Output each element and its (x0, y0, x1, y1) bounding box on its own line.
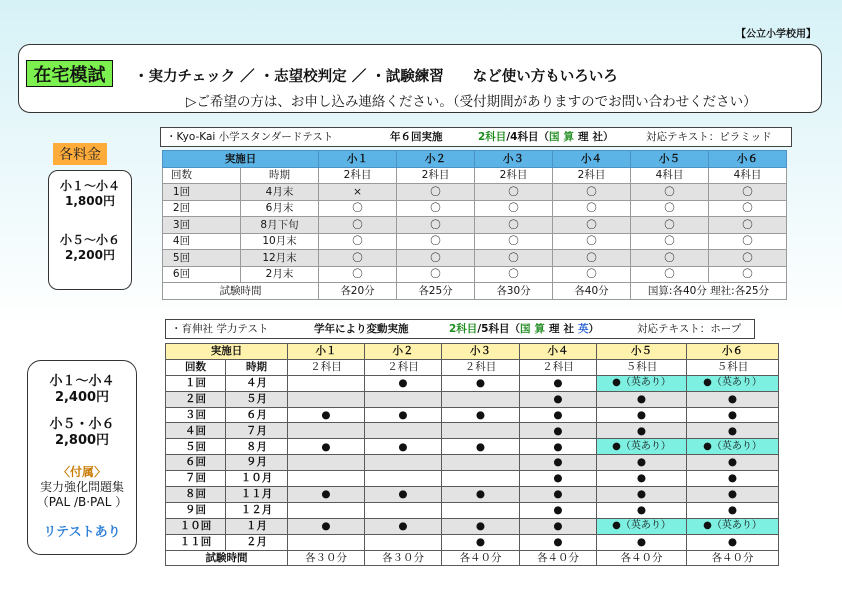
exam-time-cell: 各40分 (553, 283, 631, 300)
test-mark-cell: 〇 (553, 250, 631, 267)
test-mark-cell: 〇 (397, 184, 475, 201)
test-mark-cell: 〇 (475, 266, 553, 283)
subjects-paren-open: （ (538, 131, 549, 143)
test-mark-cell: ● (687, 471, 779, 487)
subject-count-cell: ２科目 (520, 359, 597, 375)
session-number-cell: 3回 (163, 217, 241, 234)
subject-count-cell: 2科目 (553, 167, 631, 184)
grade-header: 小１ (288, 344, 365, 360)
empty-cell (288, 455, 365, 471)
exam-time-row (163, 283, 787, 300)
test-mark-cell: 〇 (709, 266, 787, 283)
empty-cell (288, 471, 365, 487)
usage-line: ・実力チェック ／ ・志望校判定 ／ ・試験練習 など使い方もいろいろ (134, 69, 618, 85)
test-mark-cell: 〇 (709, 233, 787, 250)
subject-science: 理 (548, 323, 560, 335)
session-period-cell: ５月 (226, 391, 288, 407)
session-period-cell: １２月 (226, 502, 288, 518)
subject-math: 算 (563, 131, 574, 143)
subject-count-cell: ５科目 (687, 359, 779, 375)
grade-header: 小１ (319, 151, 397, 168)
test-mark-cell: ● (365, 518, 442, 534)
test-mark-cell: 〇 (397, 217, 475, 234)
empty-cell (442, 502, 520, 518)
test-mark-cell: ● (442, 375, 520, 391)
empty-cell (442, 423, 520, 439)
empty-cell (288, 502, 365, 518)
test-mark-cell: ● (597, 487, 687, 503)
subject-japanese: 国 (519, 323, 531, 335)
session-row (163, 184, 787, 201)
test-mark-cell: ● (597, 423, 687, 439)
test-mark-cell: ● (442, 534, 520, 550)
subject-social: 社 (563, 323, 574, 335)
session-period-cell: １０月 (226, 471, 288, 487)
session-row (166, 375, 779, 391)
test-mark-cell: ● (288, 487, 365, 503)
test-mark-cell: ● (520, 407, 597, 423)
test-mark-cell: 〇 (397, 266, 475, 283)
test-mark-cell: 〇 (553, 266, 631, 283)
subjects-paren-open: （ (509, 323, 520, 335)
session-row (163, 217, 787, 234)
english-test-mark-cell: ●（英あり） (687, 375, 779, 391)
test-mark-cell: ● (365, 407, 442, 423)
test-mark-cell: ● (520, 423, 597, 439)
session-count-header: 回数 (166, 359, 226, 375)
session-number-cell: 2回 (163, 200, 241, 217)
empty-cell (365, 423, 442, 439)
empty-cell (365, 391, 442, 407)
session-row (166, 502, 779, 518)
test-mark-cell: 〇 (553, 217, 631, 234)
gakuryoku-test-title-bar (165, 319, 755, 339)
gakuryoku-test-fee-box (27, 360, 137, 555)
period-header: 時期 (226, 359, 288, 375)
test-mark-cell: ● (597, 502, 687, 518)
session-number-cell: ５回 (166, 439, 226, 455)
empty-cell (288, 534, 365, 550)
fee-price: 1,800円 (65, 194, 115, 208)
subject-count-cell: 4科目 (631, 167, 709, 184)
empty-cell (365, 471, 442, 487)
exam-time-cell: 各30分 (475, 283, 553, 300)
grade-header: 小２ (365, 344, 442, 360)
session-row (163, 266, 787, 283)
grade-header: 小６ (709, 151, 787, 168)
test-mark-cell: 〇 (319, 266, 397, 283)
session-number-cell: ４回 (166, 423, 226, 439)
test-mark-cell: 〇 (631, 233, 709, 250)
empty-cell (288, 423, 365, 439)
test-mark-cell: ● (365, 439, 442, 455)
test-mark-cell: ● (520, 502, 597, 518)
test-mark-cell: 〇 (631, 217, 709, 234)
empty-cell (288, 375, 365, 391)
test-mark-cell: 〇 (709, 200, 787, 217)
maximum-subjects: /5科目 (477, 323, 510, 335)
exam-time-cell: 各４０分 (687, 550, 779, 566)
test-mark-cell: 〇 (631, 250, 709, 267)
subject-count-cell: 4科目 (709, 167, 787, 184)
test-mark-cell: ● (687, 502, 779, 518)
test-mark-cell: 〇 (397, 250, 475, 267)
subject-social: 社 (592, 131, 603, 143)
subjects-paren-close: ） (602, 131, 614, 143)
grade-header: 小２ (397, 151, 475, 168)
test-mark-cell: ● (687, 391, 779, 407)
session-row (166, 471, 779, 487)
test-mark-cell: 〇 (397, 233, 475, 250)
title-badge: 在宅模試 (26, 60, 113, 87)
session-row (166, 487, 779, 503)
schedule-header: 実施日 (166, 344, 288, 360)
session-row (163, 250, 787, 267)
session-period-cell: １月 (226, 518, 288, 534)
test-mark-cell: ● (520, 391, 597, 407)
subject-science: 理 (577, 131, 589, 143)
test-mark-cell: 〇 (475, 200, 553, 217)
test-mark-cell: ● (288, 439, 365, 455)
test-mark-cell: ● (597, 391, 687, 407)
test-mark-cell: 〇 (553, 233, 631, 250)
header-row (163, 151, 787, 168)
supplement-series: （PAL /B·PAL ） (36, 495, 128, 509)
supplement-label: 〈付属〉 (57, 465, 106, 479)
exam-time-cell: 各４０分 (520, 550, 597, 566)
test-mark-cell: 〇 (319, 217, 397, 234)
test-mark-cell: ● (442, 407, 520, 423)
session-period-cell: 8月下旬 (241, 217, 319, 234)
exam-time-row (166, 550, 779, 566)
fee-price: 2,800円 (54, 433, 110, 448)
session-number-cell: ３回 (166, 407, 226, 423)
test-mark-cell: ● (687, 407, 779, 423)
fee-price: 2,400円 (54, 390, 110, 405)
test-mark-cell: 〇 (475, 217, 553, 234)
gakuryoku-test-table (165, 343, 779, 566)
session-row (163, 200, 787, 217)
test-mark-cell: ● (520, 487, 597, 503)
textbook-label: 対応テキスト：ピラミッド (646, 131, 772, 143)
session-period-cell: 4月末 (241, 184, 319, 201)
standard-test-fee-box (48, 170, 132, 290)
english-test-mark-cell: ●（英あり） (597, 439, 687, 455)
session-row (166, 391, 779, 407)
subject-english: 英 (577, 323, 589, 335)
session-number-cell: 4回 (163, 233, 241, 250)
test-mark-cell: ● (597, 455, 687, 471)
exam-time-cell: 国算:各40分 理社:各25分 (631, 283, 787, 300)
session-period-cell: ４月 (226, 375, 288, 391)
test-mark-cell: 〇 (475, 184, 553, 201)
session-period-cell: ９月 (226, 455, 288, 471)
session-period-cell: ８月 (226, 439, 288, 455)
grade-header: 小４ (520, 344, 597, 360)
english-test-mark-cell: ●（英あり） (687, 518, 779, 534)
session-period-cell: 2月末 (241, 266, 319, 283)
test-mark-cell: ● (288, 518, 365, 534)
subject-math: 算 (534, 323, 545, 335)
standard-test-title-bar (160, 127, 792, 147)
empty-cell (365, 502, 442, 518)
subject-count-cell: 2科目 (397, 167, 475, 184)
retest-note: リテストあり (43, 525, 121, 540)
schedule-grid (165, 343, 779, 566)
test-mark-cell: 〇 (709, 184, 787, 201)
test-mark-cell: ● (288, 407, 365, 423)
period-header: 時期 (241, 167, 319, 184)
session-number-cell: １回 (166, 375, 226, 391)
exam-time-label: 試験時間 (166, 550, 288, 566)
test-mark-cell: ● (597, 534, 687, 550)
test-mark-cell: 〇 (553, 184, 631, 201)
session-row (166, 407, 779, 423)
session-row (166, 534, 779, 550)
subject-summary (449, 320, 599, 338)
english-test-mark-cell: ●（英あり） (597, 375, 687, 391)
session-period-cell: １１月 (226, 487, 288, 503)
test-mark-cell: ● (442, 439, 520, 455)
subject-count-cell: 2科目 (319, 167, 397, 184)
test-mark-cell: ● (442, 487, 520, 503)
fee-grades: 小５・小６ (49, 417, 115, 432)
test-name: ・育伸社 学力テスト (171, 323, 269, 335)
textbook-label: 対応テキスト：ホープ (637, 323, 742, 335)
test-mark-cell: 〇 (553, 200, 631, 217)
test-frequency: 学年により変動実施 (314, 323, 409, 335)
grade-header: 小６ (687, 344, 779, 360)
test-mark-cell: ● (687, 534, 779, 550)
minimum-subjects: 2科目 (449, 323, 478, 335)
grade-header: 小５ (631, 151, 709, 168)
grade-header: 小３ (475, 151, 553, 168)
empty-cell (288, 391, 365, 407)
fee-grades: 小５～小６ (59, 233, 120, 247)
maximum-subjects: /4科目 (506, 131, 539, 143)
subject-count-cell: ２科目 (442, 359, 520, 375)
test-mark-cell: ● (520, 471, 597, 487)
exam-time-cell: 各25分 (397, 283, 475, 300)
session-number-cell: ８回 (166, 487, 226, 503)
subject-summary (478, 128, 613, 146)
standard-test-table (162, 150, 787, 300)
session-row (163, 233, 787, 250)
session-number-cell: １１回 (166, 534, 226, 550)
empty-cell (442, 471, 520, 487)
subject-count-row (163, 167, 787, 184)
subject-count-cell: ２科目 (365, 359, 442, 375)
test-mark-cell: ● (520, 439, 597, 455)
test-mark-cell: ● (687, 487, 779, 503)
session-row (166, 455, 779, 471)
session-row (166, 518, 779, 534)
test-mark-cell: 〇 (319, 200, 397, 217)
session-count-header: 回数 (163, 167, 241, 184)
test-mark-cell: 〇 (319, 250, 397, 267)
test-mark-cell: ● (687, 455, 779, 471)
exam-time-cell: 各４０分 (597, 550, 687, 566)
test-mark-cell: × (319, 184, 397, 201)
session-period-cell: ６月 (226, 407, 288, 423)
test-mark-cell: ● (520, 534, 597, 550)
test-mark-cell: ● (520, 375, 597, 391)
test-mark-cell: 〇 (709, 250, 787, 267)
subject-japanese: 国 (548, 131, 560, 143)
exam-time-label: 試験時間 (163, 283, 319, 300)
exam-time-cell: 各３０分 (365, 550, 442, 566)
session-period-cell: ７月 (226, 423, 288, 439)
test-name: ・Kyo-Kai 小学スタンダードテスト (166, 131, 334, 143)
empty-cell (442, 455, 520, 471)
session-number-cell: １０回 (166, 518, 226, 534)
session-number-cell: 1回 (163, 184, 241, 201)
session-number-cell: ６回 (166, 455, 226, 471)
test-mark-cell: ● (365, 487, 442, 503)
session-row (166, 439, 779, 455)
subject-count-row (166, 359, 779, 375)
fee-grades: 小１～小４ (59, 179, 120, 193)
test-mark-cell: ● (365, 375, 442, 391)
english-test-mark-cell: ●（英あり） (687, 439, 779, 455)
session-period-cell: 12月末 (241, 250, 319, 267)
test-frequency: 年６回実施 (390, 131, 443, 143)
empty-cell (442, 391, 520, 407)
test-mark-cell: ● (520, 455, 597, 471)
test-mark-cell: 〇 (631, 184, 709, 201)
header-row (166, 344, 779, 360)
test-mark-cell: 〇 (709, 217, 787, 234)
session-number-cell: 6回 (163, 266, 241, 283)
exam-time-cell: 各４０分 (442, 550, 520, 566)
schedule-header: 実施日 (163, 151, 319, 168)
test-mark-cell: ● (442, 518, 520, 534)
grade-header: 小４ (553, 151, 631, 168)
subjects-paren-close: ） (588, 323, 599, 335)
supplement-name: 実力強化問題集 (39, 480, 124, 494)
empty-cell (365, 534, 442, 550)
exam-time-cell: 各３０分 (288, 550, 365, 566)
test-mark-cell: 〇 (319, 233, 397, 250)
session-period-cell: 6月末 (241, 200, 319, 217)
empty-cell (365, 455, 442, 471)
exam-time-cell: 各20分 (319, 283, 397, 300)
test-mark-cell: 〇 (475, 250, 553, 267)
test-mark-cell: ● (687, 423, 779, 439)
fee-price: 2,200円 (65, 248, 115, 262)
session-number-cell: ９回 (166, 502, 226, 518)
target-audience-label: 【公立小学校用】 (736, 29, 816, 40)
test-mark-cell: ● (597, 407, 687, 423)
test-mark-cell: 〇 (475, 233, 553, 250)
session-row (166, 423, 779, 439)
subject-count-cell: ２科目 (288, 359, 365, 375)
session-number-cell: ２回 (166, 391, 226, 407)
session-number-cell: 5回 (163, 250, 241, 267)
session-number-cell: ７回 (166, 471, 226, 487)
test-mark-cell: ● (520, 518, 597, 534)
schedule-grid (162, 150, 787, 300)
intro-panel (18, 44, 822, 113)
subject-count-cell: ５科目 (597, 359, 687, 375)
english-test-mark-cell: ●（英あり） (597, 518, 687, 534)
minimum-subjects: 2科目 (478, 131, 507, 143)
session-period-cell: 10月末 (241, 233, 319, 250)
grade-header: 小５ (597, 344, 687, 360)
test-mark-cell: 〇 (397, 200, 475, 217)
test-mark-cell: 〇 (631, 200, 709, 217)
subject-count-cell: 2科目 (475, 167, 553, 184)
session-period-cell: ２月 (226, 534, 288, 550)
test-mark-cell: 〇 (631, 266, 709, 283)
fees-label: 各料金 (53, 143, 107, 165)
fee-grades: 小１～小４ (49, 374, 115, 389)
test-mark-cell: ● (597, 471, 687, 487)
application-notice: ▷ご希望の方は、お申し込み連絡ください。（受付期間がありますのでお問い合わせください） (186, 94, 757, 110)
grade-header: 小３ (442, 344, 520, 360)
